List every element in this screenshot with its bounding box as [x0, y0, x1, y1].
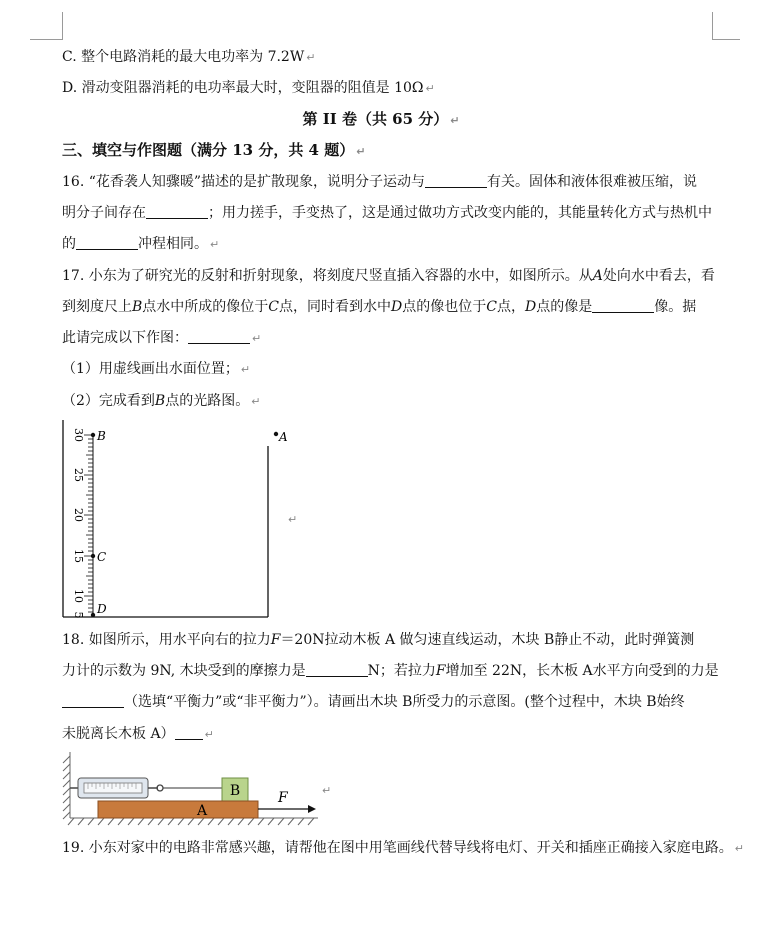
ruler-label-20: 20 — [72, 508, 85, 522]
ruler-label-15: 15 — [72, 549, 85, 563]
q16-line-2: 明分子间存在 ；用力搓手，手变热了，这是通过做功方式改变内能的，其能量转化方式与热机中 — [62, 205, 712, 221]
q16-blank-1[interactable] — [425, 173, 487, 188]
q17-blank-2[interactable] — [188, 329, 250, 344]
point-b-dot — [91, 433, 95, 437]
q19-line-1: 19. 小东对家中的电路非常感兴趣，请帮他在图中用笔画线代替导线将电灯、开关和插座正确接入家庭电路。 ↵ — [62, 840, 744, 856]
option-c: C. 整个电路消耗的最大电功率为 7.2W ↵ — [62, 49, 316, 65]
q18-blank-3[interactable] — [175, 725, 203, 740]
ruler-label-10: 10 — [72, 589, 85, 603]
point-a-label: A — [279, 430, 288, 444]
part-title: 第 II 卷（共 65 分） ↵ — [302, 110, 460, 128]
q18-line-1: 18. 如图所示，用水平向右的拉力F＝20N拉动木板 A 做匀速直线运动，木块 B静止不动，此时弹簧测 — [62, 632, 695, 648]
q18-blank-2[interactable] — [62, 693, 124, 708]
point-a-dot — [274, 432, 278, 436]
ruler-label-25: 25 — [72, 468, 85, 482]
block-b-label: B — [229, 783, 241, 799]
force-arrow-head — [308, 805, 316, 813]
figure-18-return-mark: ↵ — [322, 784, 332, 797]
board-a — [98, 801, 258, 818]
crop-mark-left-horizontal — [30, 39, 63, 40]
q16-line-1: 16. “花香袭人知骤暖”描述的是扩散现象，说明分子运动与 有关。固体和液体很难被压缩，说 — [62, 174, 698, 190]
section-title: 三、填空与作图题（满分 13 分，共 4 题） ↵ — [62, 141, 366, 159]
q16-blank-3[interactable] — [76, 235, 138, 250]
option-d: D. 滑动变阻器消耗的电功率最大时，变阻器的阻值是 10Ω ↵ — [62, 80, 435, 96]
crop-mark-right-horizontal — [712, 39, 740, 40]
ruler-label-5: 5 — [72, 611, 85, 619]
spring-board-figure — [60, 752, 340, 830]
crop-mark-right-vertical — [712, 12, 713, 40]
ruler-label-30: 30 — [72, 428, 85, 442]
q18-line-3: （选填“平衡力”或“非平衡力”）。请画出木块 B所受力的示意图。(整个过程中，木块 B始终 — [62, 692, 685, 712]
point-b-label: B — [97, 429, 106, 443]
q17-line-3: 此请完成以下作图： ↵ — [62, 330, 262, 346]
q17-line-1: 17. 小东为了研究光的反射和折射现象，将刻度尺竖直插入容器的水中，如图所示。从A处向水中看去，看 — [62, 268, 715, 284]
point-c-label: C — [97, 550, 107, 564]
point-d-label: D — [97, 602, 107, 616]
point-d-dot — [91, 613, 95, 617]
q16-blank-2[interactable] — [146, 204, 208, 219]
q18-line-2: 力计的示数为 9N, 木块受到的摩擦力是 N；若拉力F增加至 22N，长木板 A水平方向受到的力是 — [62, 663, 719, 679]
point-c-dot — [91, 554, 95, 558]
q17-sub-2: （2）完成看到B点的光路图。 ↵ — [62, 393, 261, 409]
q18-blank-1[interactable] — [306, 662, 368, 677]
crop-mark-left-vertical — [62, 12, 63, 40]
floor-hatching — [68, 818, 318, 825]
ruler-container-figure — [58, 420, 308, 625]
figure-17-return-mark: ↵ — [288, 513, 298, 526]
force-label: F — [278, 790, 288, 806]
ruler-ticks — [84, 435, 93, 612]
q16-line-3: 的 冲程相同。 ↵ — [62, 236, 220, 252]
q18-line-4: 未脱离长木板 A） ↵ — [62, 726, 214, 742]
spring-scale-window — [84, 783, 142, 793]
q17-blank-1[interactable] — [592, 298, 654, 313]
wall-hatching — [63, 752, 70, 819]
q17-sub-1: （1）用虚线画出水面位置； ↵ — [62, 361, 251, 377]
board-a-label: A — [196, 803, 208, 819]
q17-line-2: 到刻度尺上B点水中所成的像位于C点，同时看到水中D点的像也位于C点，D点的像是 像。据 — [62, 299, 697, 315]
